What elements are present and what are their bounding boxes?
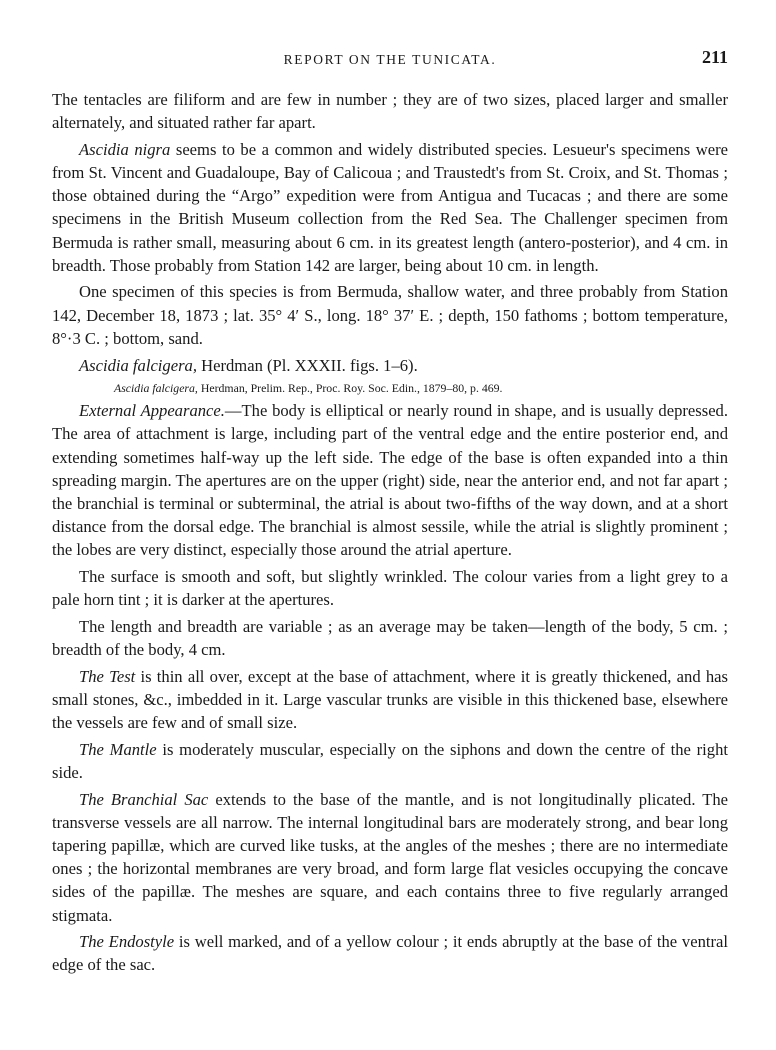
paragraph-text: One specimen of this species is from Bermuda, shallow water, and three probably from Station 142, December 18, 1873 ; lat. 35° 4′ S., long. 18° 37′ E. ; depth, 150 fathoms ; bottom temperature, 8°·3 C. ; bottom, sand. bbox=[52, 282, 728, 348]
section-lead: The Branchial Sac bbox=[79, 789, 209, 809]
page-number: 211 bbox=[701, 47, 728, 67]
reference-species: Ascidia falcigera, bbox=[114, 381, 198, 396]
body-text bbox=[52, 88, 728, 980]
paragraph-text: The length and breadth are variable ; as an average may be taken—length of the body, 5 cm. ; breadth of the body, 4 cm. bbox=[52, 616, 728, 659]
paragraph-test bbox=[52, 665, 728, 734]
species-name: Ascidia nigra bbox=[79, 139, 171, 159]
section-lead: The Test bbox=[79, 666, 136, 686]
species-authority: Herdman (Pl. XXXII. figs. 1–6). bbox=[196, 355, 418, 375]
paragraph-text: The surface is smooth and soft, but slightly wrinkled. The colour varies from a light grey to a pale horn tint ; it is darker at the apertures. bbox=[52, 566, 728, 610]
species-name: Ascidia falcigera, bbox=[79, 355, 197, 375]
paragraph-text: extends to the base of the mantle, and is not longitudinally plicated. The transverse vessels are all narrow. The internal longitudinal bars are moderately strong, and bear long tapering papillæ, which are curved like tusks, at the angles of the meshes ; there are no intermediate ones ; the horizontal membranes are very broad, and form large flat vesicles occupying the concave sides of the papillæ. The meshes are square, and each contains three to five regularly arranged stigmata. bbox=[52, 789, 729, 925]
paragraph-endostyle bbox=[52, 930, 728, 976]
paragraph-mantle bbox=[52, 738, 728, 784]
paragraph-ascidia-nigra bbox=[52, 138, 728, 277]
paragraph-text: —The body is elliptical or nearly round in shape, and is usually depressed. The area of attachment is large, including part of the ventral edge and the entire posterior end, and extending sometimes half-way up the left side. The edge of the base is often expanded into a thin spreading margin. The apertures are on the upper (right) side, near the anterior end, and not far apart ; the branchial is terminal or subterminal, the atrial is about two-fifths of the way down, and at a short distance from the dorsal edge. The branchial is almost sessile, while the atrial is slightly prominent ; the lobes are very distinct, especially those around the atrial aperture. bbox=[52, 401, 728, 560]
section-lead: The Mantle bbox=[79, 739, 157, 759]
paragraph-specimens bbox=[52, 280, 728, 349]
paragraph-external-appearance bbox=[52, 399, 728, 561]
paragraph-dimensions bbox=[52, 615, 728, 661]
section-lead: External Appearance. bbox=[79, 401, 225, 421]
paragraph-text: is thin all over, except at the base of attachment, where it is greatly thickened, and has small stones, &c., imbedded in it. Large vascular trunks are visible in this thickened base, elsewhere the vessels are few and of small size. bbox=[52, 666, 728, 733]
species-heading bbox=[52, 354, 728, 377]
paragraph-text: is moderately muscular, especially on the siphons and down the centre of the right side. bbox=[52, 739, 728, 782]
page-header bbox=[52, 47, 728, 71]
paragraph-branchial-sac bbox=[52, 788, 728, 927]
paragraph-text: seems to be a common and widely distributed species. Lesueur's specimens were from St. Vincent and Guadaloupe, Bay of Calicoua ; and Traustedt's from St. Croix, and St. Thomas ; those obtained during the “Argo” expedition were from Antigua and Tucacas ; and there are some specimens in the British Museum collection from the Red Sea. The Challenger specimen from Bermuda is rather small, measuring about 6 cm. in its greatest length (antero-posterior), and 4 cm. in breadth. Those probably from Station 142 are larger, being about 10 cm. in length. bbox=[52, 139, 728, 275]
running-title: REPORT ON THE TUNICATA. bbox=[283, 52, 497, 67]
species-reference bbox=[52, 380, 728, 397]
section-lead: The Endostyle bbox=[79, 932, 175, 952]
paragraph-surface bbox=[52, 565, 728, 611]
reference-text: Herdman, Prelim. Rep., Proc. Roy. Soc. Edin., 1879–80, p. 469. bbox=[197, 381, 503, 396]
paragraph-text: is well marked, and of a yellow colour ; it ends abruptly at the base of the ventral edge of the sac. bbox=[52, 932, 728, 975]
paragraph-text: The tentacles are filiform and are few in number ; they are of two sizes, placed larger and smaller alternately, and situated rather far apart. bbox=[52, 90, 728, 133]
paragraph-tentacles bbox=[52, 88, 728, 134]
